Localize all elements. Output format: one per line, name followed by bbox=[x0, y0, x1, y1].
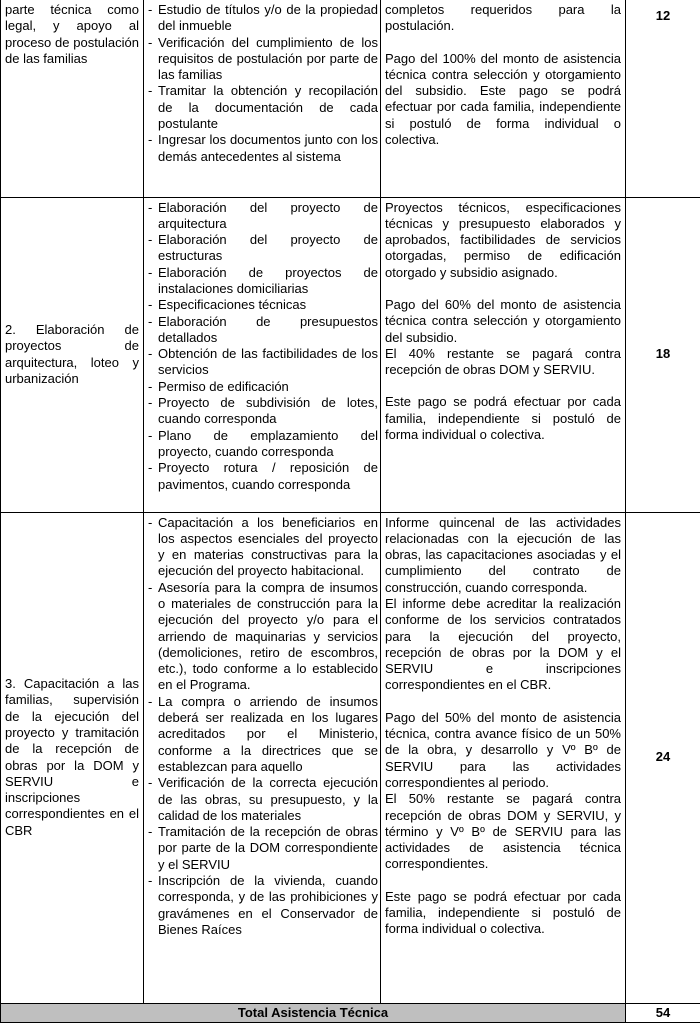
deliverable-paragraph: El 40% restante se pagará contra recepción de obras DOM y SERVIU. bbox=[385, 345, 621, 378]
activity-item: - Plano de emplazamiento del proyecto, cuando corresponda bbox=[147, 428, 378, 461]
activity-item: - Asesoría para la compra de insumos o materiales de construcción para la ejecución del proyecto y/o para el arriendo de maquinarias y servicios (demoliciones, retiro de escombros, etc.), todo conforme a lo establecido en el Programa. bbox=[147, 580, 378, 694]
phase-3-weeks-cell: 24 bbox=[626, 512, 700, 1003]
phase-2-weeks-cell: 18 bbox=[626, 197, 700, 512]
total-label: Total Asistencia Técnica bbox=[1, 1003, 626, 1022]
activity-item: - Capacitación a los beneficiarios en los aspectos esenciales del proyecto y en materias constructivas para la ejecución del proyecto habitacional. bbox=[147, 515, 378, 580]
deliverable-paragraph: Pago del 50% del monto de asistencia técnica, contra avance físico de un 50% de la obra, y desarrollo y Vº Bº de SERVIU para las actividades correspondientes al periodo. bbox=[385, 709, 621, 790]
activity-item: - Elaboración del proyecto de arquitectura bbox=[147, 200, 378, 233]
deliverable-block bbox=[385, 515, 621, 694]
table-row-phase-1 bbox=[1, 0, 700, 197]
deliverable-block bbox=[385, 2, 621, 35]
activity-item: - Proyecto de subdivisión de lotes, cuando corresponda bbox=[147, 395, 378, 428]
deliverable-paragraph: Este pago se podrá efectuar por cada familia, independiente si postuló de forma individual o colectiva. bbox=[385, 888, 621, 937]
table-row-phase-2 bbox=[1, 197, 700, 512]
phase-1-title-cell: parte técnica como legal, y apoyo al proceso de postulación de las familias bbox=[1, 0, 144, 197]
total-weeks: 54 bbox=[626, 1003, 700, 1022]
activity-item: - Verificación de la correcta ejecución de las obras, su presupuesto, y la calidad de los materiales bbox=[147, 775, 378, 824]
table-row-phase-3 bbox=[1, 512, 700, 1003]
phase-1-deliverables-cell bbox=[381, 0, 626, 197]
activity-item: - Estudio de títulos y/o de la propiedad del inmueble bbox=[147, 2, 378, 35]
deliverable-paragraph: Pago del 60% del monto de asistencia técnica contra selección y otorgamiento del subsidio. bbox=[385, 296, 621, 345]
deliverable-block bbox=[385, 51, 621, 149]
phase-3-activities-cell bbox=[144, 512, 381, 1003]
activity-item: - Ingresar los documentos junto con los demás antecedentes al sistema bbox=[147, 132, 378, 165]
deliverable-paragraph: El 50% restante se pagará contra recepción de obras DOM y SERVIU, y término y Vº Bº de SERVIU para las actividades de asistencia técnica correspondientes. bbox=[385, 791, 621, 872]
activity-item: - Elaboración del proyecto de estructuras bbox=[147, 232, 378, 265]
phase-2-title-cell: 2. Elaboración de proyectos de arquitectura, loteo y urbanización bbox=[1, 197, 144, 512]
phase-1-activities-cell bbox=[144, 0, 381, 197]
deliverable-paragraph: Pago del 100% del monto de asistencia técnica contra selección y otorgamiento del subsidio. Este pago se podrá efectuar por cada familia, independiente si postuló de forma individual o colectiva. bbox=[385, 50, 621, 148]
phase-2-deliverables-cell bbox=[381, 197, 626, 512]
activity-item: - Proyecto rotura / reposición de pavimentos, cuando corresponda bbox=[147, 460, 378, 493]
deliverable-block bbox=[385, 297, 621, 378]
deliverable-paragraph: El informe debe acreditar la realización conforme de los servicios contratados para la ejecución del proyecto, recepción de obras por la DOM y el SERVIU e inscripciones correspondientes en el CBR. bbox=[385, 595, 621, 693]
activity-item: - Elaboración de proyectos de instalaciones domiciliarias bbox=[147, 265, 378, 298]
deliverable-block bbox=[385, 710, 621, 873]
activity-item: - La compra o arriendo de insumos deberá ser realizada en los lugares acreditados por el Ministerio, conforme a la directrices que se establezcan para aquello bbox=[147, 694, 378, 775]
deliverable-block bbox=[385, 394, 621, 443]
activity-item: - Permiso de edificación bbox=[147, 379, 378, 395]
phase-1-weeks-cell: 12 bbox=[626, 0, 700, 197]
deliverable-block bbox=[385, 200, 621, 281]
activity-item: - Elaboración de presupuestos detallados bbox=[147, 314, 378, 347]
deliverable-paragraph: Proyectos técnicos, especificaciones técnicas y presupuesto elaborados y aprobados, factibilidades de servicios otorgadas, permiso de edificación otorgado y subsidio asignado. bbox=[385, 199, 621, 280]
activity-item: - Inscripción de la vivienda, cuando corresponda, y de las prohibiciones y gravámenes en el Conservador de Bienes Raíces bbox=[147, 873, 378, 938]
activity-item: - Obtención de las factibilidades de los servicios bbox=[147, 346, 378, 379]
deliverable-paragraph: Informe quincenal de las actividades relacionadas con la ejecución de las obras, las capacitaciones asociadas y el cumplimiento del contrato de construcción, cuando corresponda. bbox=[385, 514, 621, 595]
activity-item: - Verificación del cumplimiento de los requisitos de postulación por parte de las familias bbox=[147, 35, 378, 84]
activity-item: - Especificaciones técnicas bbox=[147, 297, 378, 313]
deliverable-paragraph: completos requeridos para la postulación. bbox=[385, 2, 621, 34]
deliverable-paragraph: Este pago se podrá efectuar por cada familia, independiente si postuló de forma individual o colectiva. bbox=[385, 394, 621, 443]
phase-3-deliverables-cell bbox=[381, 512, 626, 1003]
activity-item: - Tramitación de la recepción de obras por parte de la DOM correspondiente y el SERVIU bbox=[147, 824, 378, 873]
activity-item: - Tramitar la obtención y recopilación de la documentación de cada postulante bbox=[147, 83, 378, 132]
total-row bbox=[1, 1003, 700, 1022]
deliverable-block bbox=[385, 889, 621, 938]
phase-2-activities-cell bbox=[144, 197, 381, 512]
phase-3-title-cell: 3. Capacitación a las familias, supervisión de la ejecución del proyecto y tramitación de la recepción de obras por la DOM y SERVIU e inscripciones correspondientes en el CBR bbox=[1, 512, 144, 1003]
